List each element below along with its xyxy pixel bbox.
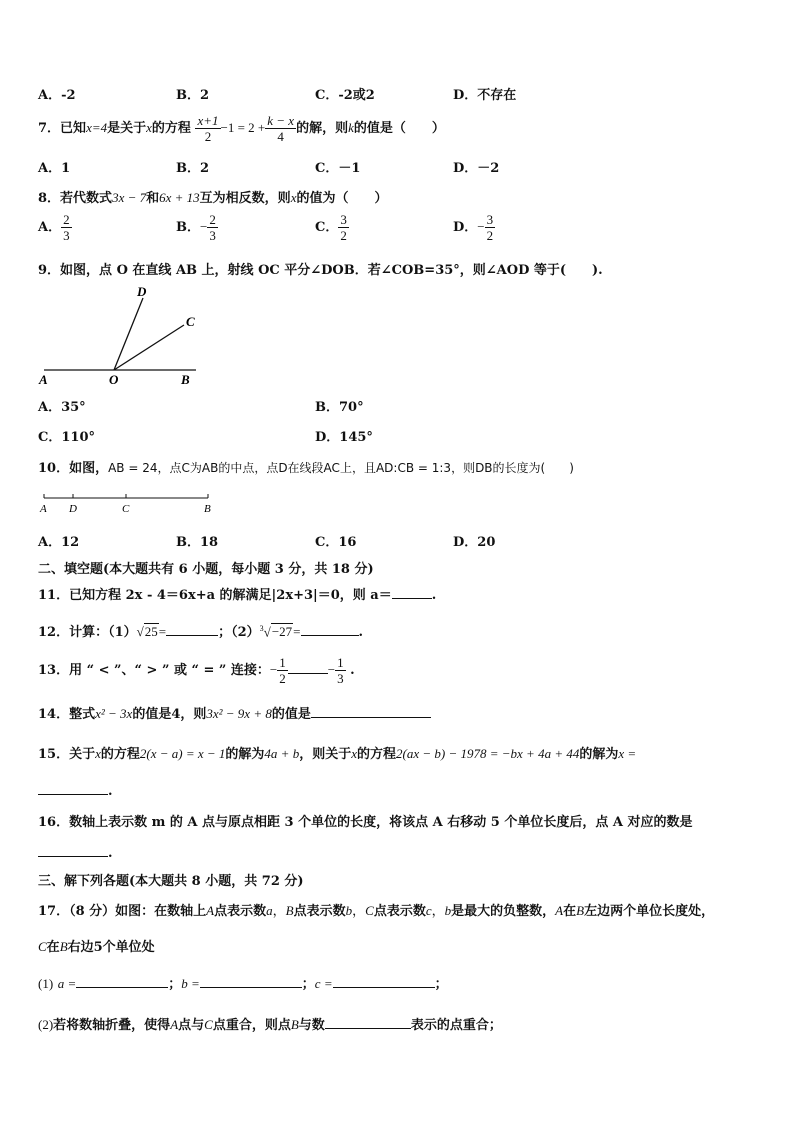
q10-segment-figure bbox=[36, 490, 216, 516]
q8-number: 8． bbox=[38, 191, 61, 206]
q8-text: 和 bbox=[146, 191, 160, 206]
q15-text: 的方程 bbox=[100, 747, 140, 762]
q10-text: ，点C为AB的中点，点D在线段AC上，且 bbox=[157, 461, 376, 475]
q15-text: 的解为 bbox=[579, 747, 619, 762]
q15-x-equals: x = bbox=[618, 746, 637, 761]
q6-option-b: B．2 bbox=[176, 88, 210, 103]
q7-number: 7． bbox=[38, 121, 61, 136]
q7-fraction-1 bbox=[195, 113, 220, 144]
q12-answer-blank-2[interactable] bbox=[301, 622, 359, 636]
q8-d-fraction bbox=[485, 212, 496, 243]
q8-a-num: 2 bbox=[63, 212, 70, 227]
q10-option-d: D．20 bbox=[453, 535, 496, 550]
q17-separator: ； bbox=[301, 977, 315, 992]
q13-fraction-2 bbox=[335, 655, 346, 686]
q7-f1-den: 2 bbox=[195, 128, 220, 144]
q6-option-d: D．不存在 bbox=[453, 88, 517, 103]
q17-c-answer-blank[interactable] bbox=[333, 974, 435, 988]
q10-text: ，则DB的长度为( ) bbox=[451, 461, 574, 475]
q10-option-a: A．12 bbox=[38, 535, 80, 550]
q8-expr-2: 6x + 13 bbox=[159, 190, 200, 205]
q17-var: A bbox=[170, 1017, 179, 1032]
q15-answer-blank[interactable] bbox=[38, 781, 108, 795]
q8-text: 互为相反数，则 bbox=[199, 191, 291, 206]
q17-text: 表示的点重合； bbox=[410, 1018, 502, 1033]
q17-text: ， bbox=[352, 903, 366, 918]
question-9: 9．如图，点 O 在直线 AB 上，射线 OC 平分∠DOB．若∠COB=35°，则∠AOD 等于( ). bbox=[38, 263, 603, 278]
q17-text: 点表示数 bbox=[373, 904, 426, 919]
q15-text: ，则关于 bbox=[299, 747, 352, 762]
q17-part-1-label: (1) bbox=[38, 976, 54, 991]
q8-option-b bbox=[176, 212, 218, 243]
q9-option-b: B．70° bbox=[315, 400, 364, 415]
q10-ab-length: AB = 24 bbox=[108, 461, 158, 475]
q8-c-num: 3 bbox=[340, 212, 347, 227]
question-15-answer-line bbox=[38, 781, 113, 799]
q14-text: 14．整式 bbox=[38, 707, 96, 722]
q11-end: . bbox=[431, 588, 437, 603]
q15-text: 的方程 bbox=[357, 747, 397, 762]
q8-b-num: 2 bbox=[209, 212, 216, 227]
question-13 bbox=[38, 655, 355, 686]
q17-var: b bbox=[345, 903, 353, 918]
q8-option-d bbox=[453, 212, 495, 243]
q17-var: b bbox=[444, 903, 452, 918]
q9-ray-oc bbox=[114, 325, 184, 370]
q15-text: 的解为 bbox=[225, 747, 265, 762]
question-17-line-2 bbox=[38, 936, 155, 955]
q17-text: 在 bbox=[46, 940, 60, 955]
q9-label-d: D bbox=[137, 284, 147, 299]
q17-separator: ； bbox=[168, 977, 182, 992]
q17-separator: ； bbox=[434, 977, 448, 992]
q17-var: B bbox=[576, 903, 585, 918]
q15-equation-1: 2(x − a) = x − 1 bbox=[139, 746, 226, 761]
q10-label-a: A bbox=[40, 503, 47, 515]
question-7 bbox=[38, 113, 445, 144]
q17-var: B bbox=[290, 1017, 299, 1032]
q17-text: 是最大的负整数， bbox=[451, 904, 556, 919]
q13-num-1: 1 bbox=[279, 655, 286, 670]
q10-text: 10．如图， bbox=[38, 461, 109, 476]
q13-num-2: 1 bbox=[337, 655, 344, 670]
q9-option-d: D．145° bbox=[315, 430, 373, 445]
q17-part-2-label: (2) bbox=[38, 1017, 54, 1032]
q17-text: 若将数轴折叠，使得 bbox=[53, 1018, 171, 1033]
q13-answer-blank[interactable] bbox=[288, 660, 328, 674]
q17-text: 点与 bbox=[178, 1018, 205, 1033]
q8-b-sign: − bbox=[200, 219, 208, 234]
q7-text: 的值是（ ） bbox=[353, 121, 445, 136]
q7-k: k bbox=[348, 120, 354, 135]
q7-option-a: A．1 bbox=[38, 161, 71, 176]
q7-text: 已知 bbox=[60, 121, 87, 136]
q11-answer-blank[interactable] bbox=[392, 585, 432, 599]
q10-label-b: B bbox=[204, 503, 211, 515]
question-14 bbox=[38, 703, 431, 722]
q7-equation: −1 = 2 + bbox=[220, 120, 266, 135]
q9-ray-od bbox=[114, 298, 143, 370]
q17-var: B bbox=[59, 939, 68, 954]
section-2-heading: 二、填空题(本大题共有 6 小题，每小题 3 分，共 18 分) bbox=[38, 562, 374, 577]
q7-condition: x=4 bbox=[86, 120, 108, 135]
q17-text: 点表示数 bbox=[214, 904, 267, 919]
q10-label-c: C bbox=[122, 503, 130, 515]
q7-text: 的解，则 bbox=[296, 121, 349, 136]
q17-var: A bbox=[206, 903, 215, 918]
q14-text: 的值是 bbox=[271, 707, 311, 722]
q16-answer-blank[interactable] bbox=[38, 843, 108, 857]
q10-label-d: D bbox=[69, 503, 77, 515]
q8-var: x bbox=[290, 190, 297, 205]
q14-expr-1: x² − 3x bbox=[95, 706, 133, 721]
q12-text: ；（2） bbox=[218, 625, 260, 640]
q17-text: 右边5个单位处 bbox=[67, 940, 155, 955]
q9-option-a: A．35° bbox=[38, 400, 86, 415]
q8-c-fraction bbox=[338, 212, 349, 243]
q17-text: 17．（8 分）如图：在数轴上 bbox=[38, 904, 207, 919]
q8-expr-1: 3x − 7 bbox=[112, 190, 147, 205]
q7-option-c: C．－1 bbox=[315, 161, 361, 176]
q7-f2-den: 4 bbox=[265, 128, 296, 144]
q11-text: 11．已知方程 2x - 4＝6x+a 的解满足|2x+3|＝0，则 a＝ bbox=[38, 588, 392, 603]
q7-var: x bbox=[146, 120, 152, 135]
q15-equation-2: 2(ax − b) − 1978 = −bx + 4a + 44 bbox=[396, 746, 580, 761]
q8-d-label: D． bbox=[453, 220, 478, 235]
q13-sign-1: − bbox=[269, 662, 278, 677]
q14-answer-blank[interactable] bbox=[311, 704, 431, 718]
q7-f1-num: x+1 bbox=[197, 113, 219, 128]
q12-end: . bbox=[358, 625, 364, 640]
q8-option-a bbox=[38, 212, 72, 243]
question-16: 16．数轴上表示数 m 的 A 点与原点相距 3 个单位的长度，将该点 A 右移动 5 个单位长度后，点 A 对应的数是 bbox=[38, 815, 693, 830]
q13-text: 13．用 “ < ”、“ > ” 或 “ = ” 连接： bbox=[38, 663, 270, 678]
q6-option-c: C．-2或2 bbox=[315, 88, 375, 103]
q17-part-2-answer-blank[interactable] bbox=[325, 1015, 411, 1029]
q17-text: 与数 bbox=[298, 1018, 325, 1033]
question-16-answer-line bbox=[38, 843, 113, 861]
q7-text: 是关于 bbox=[107, 121, 147, 136]
q7-option-d: D．－2 bbox=[453, 161, 500, 176]
question-17 bbox=[38, 900, 714, 919]
q12-eq-2: = bbox=[293, 624, 301, 639]
section-3-heading: 三、解下列各题(本大题共 8 小题，共 72 分) bbox=[38, 874, 304, 889]
q15-end: . bbox=[108, 784, 113, 799]
q13-sign-2: − bbox=[327, 662, 336, 677]
q17-a-equals: a = bbox=[57, 976, 77, 991]
q9-label-a: A bbox=[39, 372, 48, 387]
q10-option-c: C．16 bbox=[315, 535, 357, 550]
q17-text: 在 bbox=[563, 904, 577, 919]
q8-d-den: 2 bbox=[486, 228, 494, 243]
q12-answer-blank-1[interactable] bbox=[166, 622, 218, 636]
q8-b-den: 3 bbox=[209, 228, 216, 243]
q17-text: 左边两个单位长度处， bbox=[584, 904, 715, 919]
q8-c-label: C． bbox=[315, 220, 339, 235]
q17-text: 点表示数 bbox=[293, 904, 346, 919]
question-12 bbox=[38, 621, 363, 640]
q10-ratio: AD:CB = 1:3 bbox=[375, 461, 452, 475]
q8-text: 的值为（ ） bbox=[296, 191, 388, 206]
question-11 bbox=[38, 584, 436, 603]
q17-text: 点重合，则点 bbox=[212, 1018, 291, 1033]
q14-text: 的值是4，则 bbox=[132, 707, 207, 722]
q8-d-num: 3 bbox=[486, 212, 494, 227]
q12-sqrt-1: √25 bbox=[136, 624, 158, 639]
q6-option-a: A．-2 bbox=[38, 88, 76, 103]
question-10 bbox=[38, 457, 574, 476]
q8-a-fraction bbox=[61, 212, 72, 243]
q8-text: 若代数式 bbox=[60, 191, 113, 206]
q17-a-answer-blank[interactable] bbox=[76, 974, 168, 988]
q9-label-o: O bbox=[109, 372, 119, 387]
q12-root-index: 3 bbox=[259, 623, 264, 633]
q7-text: 的方程 bbox=[151, 121, 191, 136]
q13-end: . bbox=[350, 663, 355, 678]
q8-option-c bbox=[315, 212, 349, 243]
q8-c-den: 2 bbox=[340, 228, 347, 243]
q14-expr-2: 3x² − 9x + 8 bbox=[206, 706, 272, 721]
question-17-part-2 bbox=[38, 1014, 502, 1033]
q15-text: 15．关于 bbox=[38, 747, 96, 762]
q17-text: ， bbox=[431, 903, 445, 918]
q12-radicand-1: 25 bbox=[144, 624, 158, 639]
q8-b-label: B． bbox=[176, 220, 200, 235]
q8-a-label: A． bbox=[38, 220, 62, 235]
q13-fraction-1 bbox=[277, 655, 288, 686]
question-8 bbox=[38, 187, 387, 206]
q7-f2-num: k − x bbox=[267, 113, 295, 128]
q15-solution: 4a + b bbox=[264, 746, 300, 761]
q12-eq-1: = bbox=[158, 624, 167, 639]
q8-b-fraction bbox=[207, 212, 218, 243]
q8-a-den: 3 bbox=[63, 228, 70, 243]
q17-b-answer-blank[interactable] bbox=[200, 974, 302, 988]
q17-var: c bbox=[425, 903, 432, 918]
q13-den-2: 3 bbox=[337, 671, 344, 686]
q12-text: 12．计算：（1） bbox=[38, 625, 137, 640]
q10-option-b: B．18 bbox=[176, 535, 219, 550]
q16-end: . bbox=[108, 846, 113, 861]
q7-option-b: B．2 bbox=[176, 161, 210, 176]
q17-var: a bbox=[266, 903, 273, 918]
q7-fraction-2 bbox=[265, 113, 296, 144]
q9-angle-figure bbox=[36, 282, 206, 388]
q12-radicand-2: −27 bbox=[271, 624, 293, 639]
q17-var: C bbox=[38, 939, 47, 954]
q17-var: B bbox=[285, 903, 294, 918]
q17-var: A bbox=[555, 903, 564, 918]
q13-den-1: 2 bbox=[279, 671, 286, 686]
q15-var: x bbox=[95, 746, 101, 761]
q17-b-equals: b = bbox=[181, 976, 200, 991]
q9-option-c: C．110° bbox=[38, 430, 95, 445]
q15-var: x bbox=[351, 746, 357, 761]
q17-text: ， bbox=[272, 903, 286, 918]
q8-d-sign: − bbox=[477, 219, 485, 234]
q17-c-equals: c = bbox=[314, 976, 333, 991]
q17-var: C bbox=[365, 903, 374, 918]
q12-cuberoot: $^3$√−27 bbox=[259, 623, 293, 639]
question-15 bbox=[38, 743, 636, 762]
question-17-part-1 bbox=[38, 973, 448, 992]
q9-label-b: B bbox=[181, 372, 190, 387]
q9-label-c: C bbox=[186, 314, 195, 329]
q17-var: C bbox=[204, 1017, 213, 1032]
